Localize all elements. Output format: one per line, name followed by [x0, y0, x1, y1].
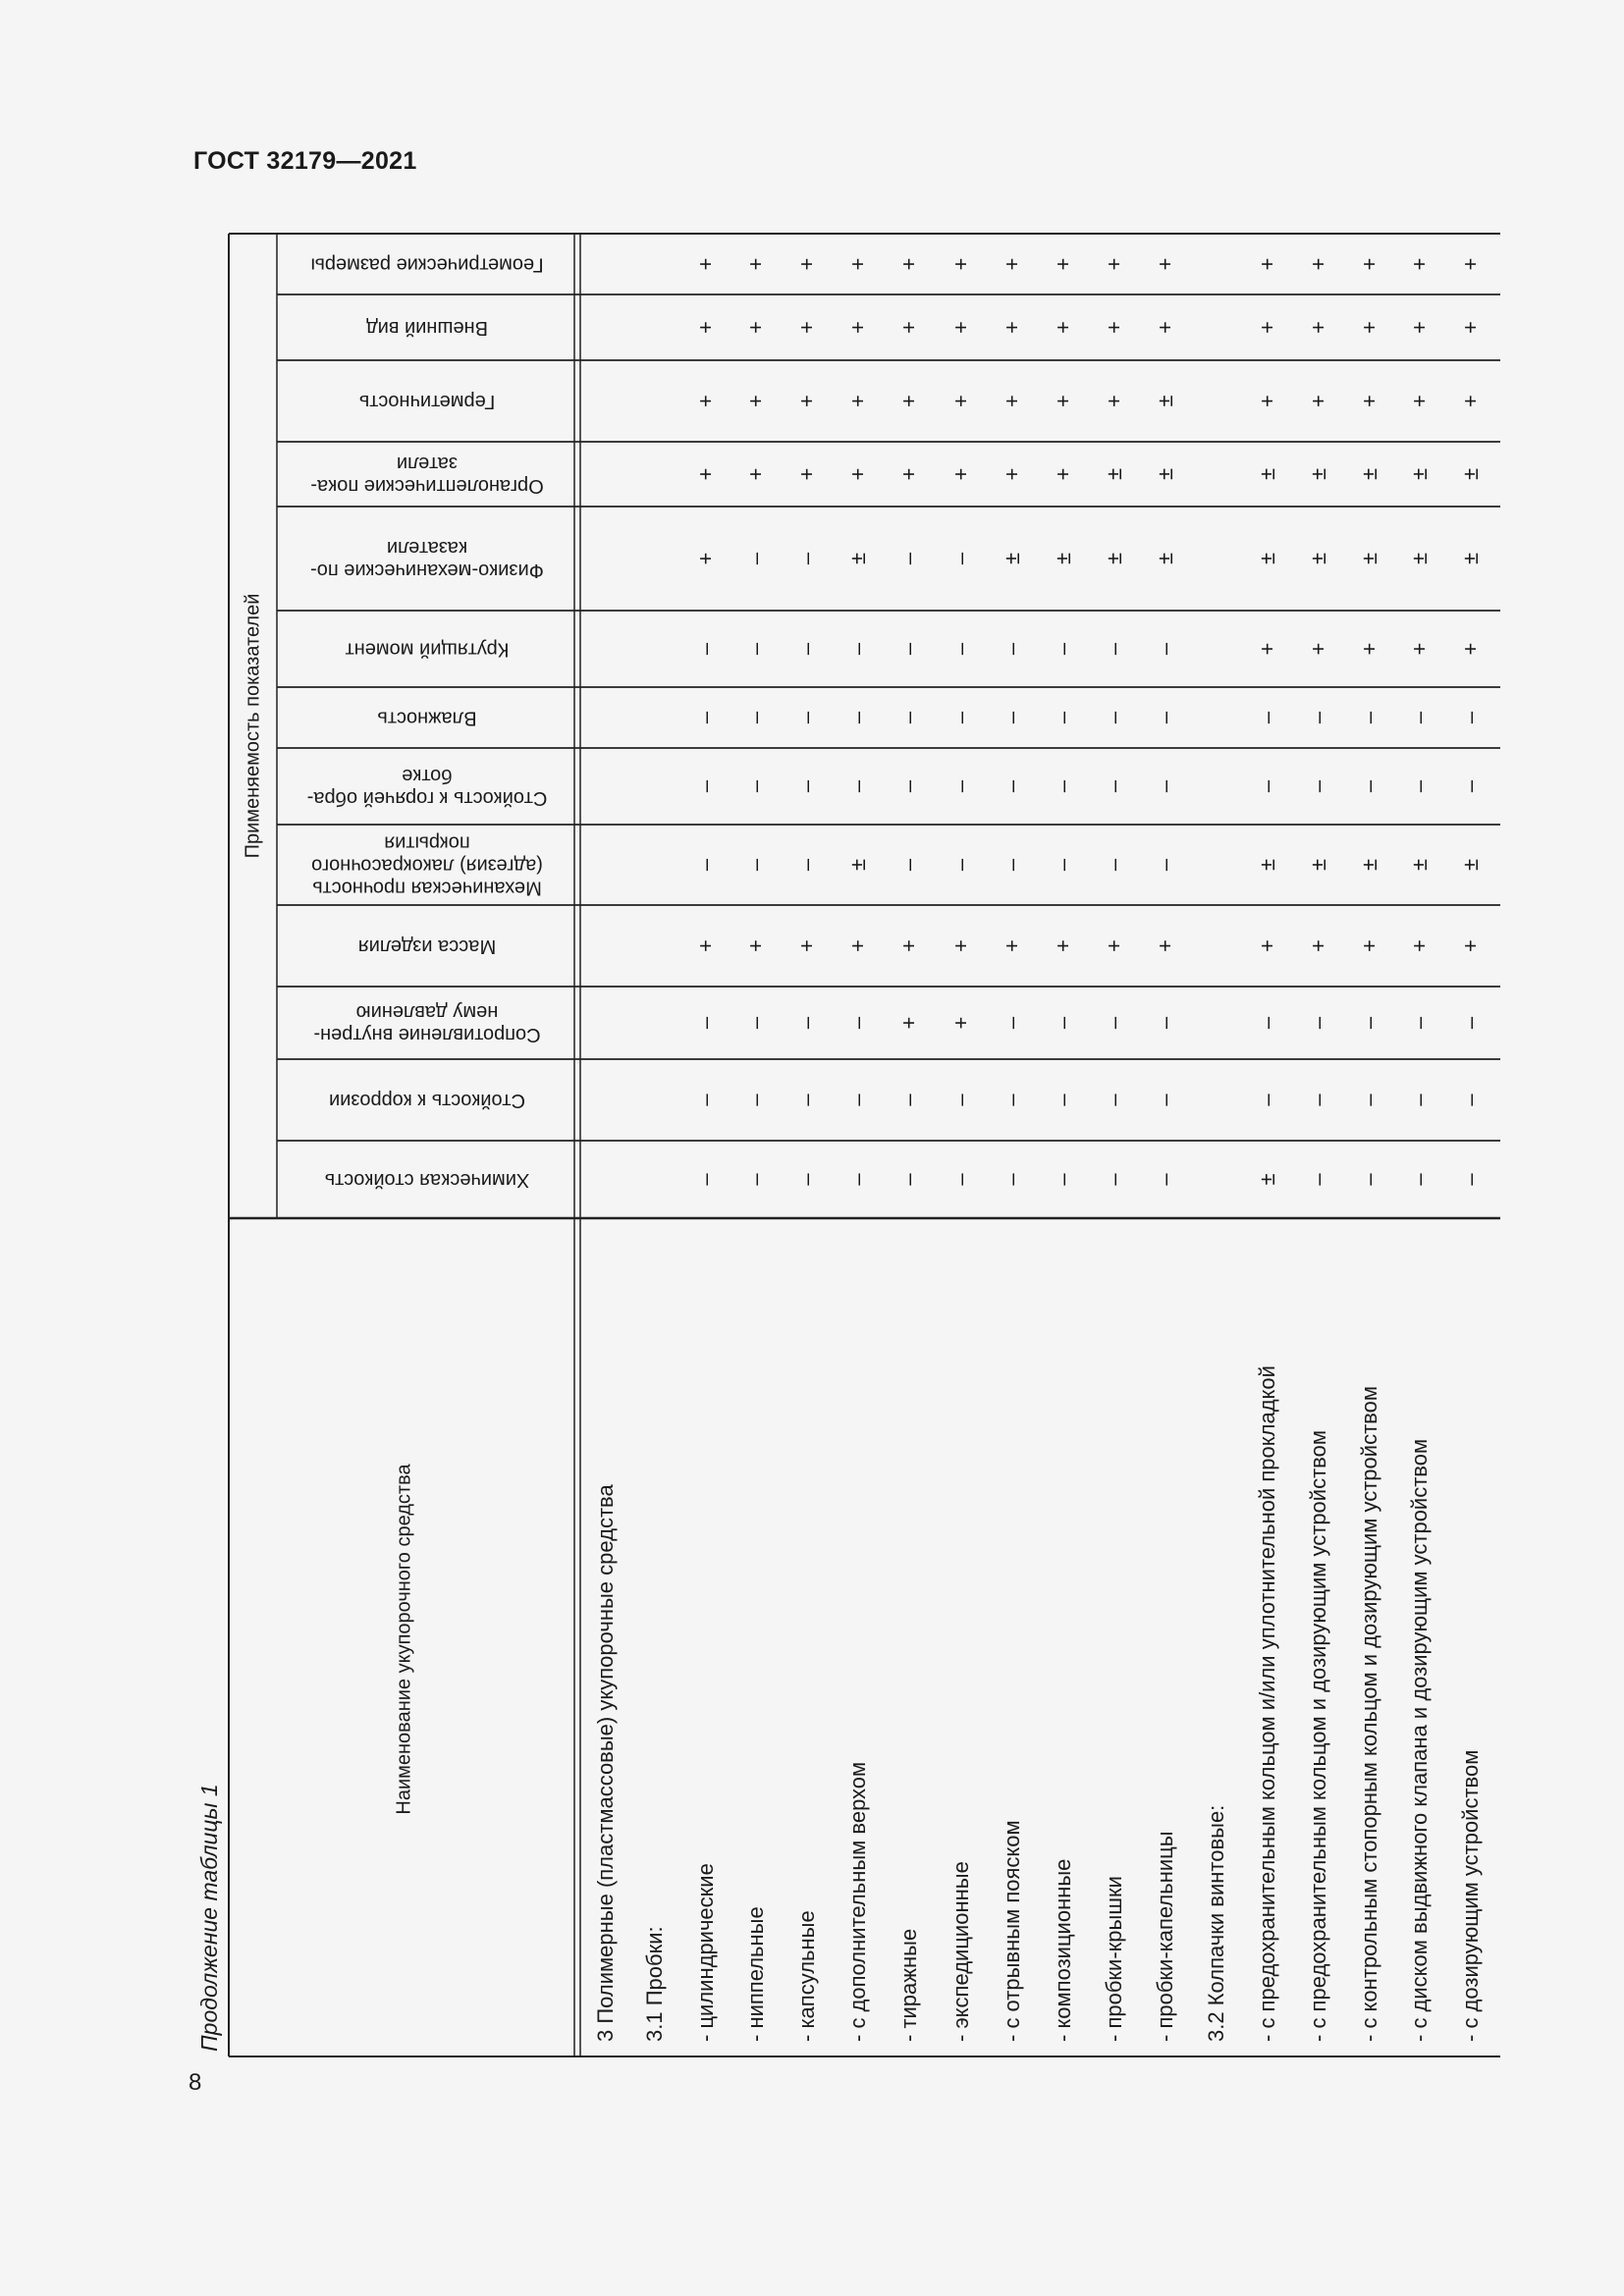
table-cell-mark: + [999, 395, 1024, 407]
table-cell-mark: + [1356, 395, 1381, 407]
table-cell-mark: + [1406, 321, 1432, 334]
table-cell-mark: – [1254, 711, 1279, 724]
row-label: - пробки-крышки [1101, 1876, 1126, 2042]
table-cell-mark: + [895, 321, 921, 334]
table-cell-mark: – [1050, 1173, 1075, 1186]
table-cell-mark: – [1101, 1016, 1126, 1030]
table-cell-mark: – [999, 1094, 1024, 1106]
table-cell-mark: – [1101, 779, 1126, 793]
table-cell-mark: – [793, 711, 819, 724]
indicator-header: Геометрические размеры [310, 253, 544, 276]
table-cell-mark: – [1152, 779, 1177, 793]
table-cell-mark: + [947, 321, 973, 334]
row-label: - экспедиционные [947, 1861, 973, 2042]
table-cell-mark: + [947, 939, 973, 952]
row-label: 3.1 Пробки: [641, 1926, 667, 2042]
table-cell-mark: + [895, 939, 921, 952]
row-label: - с диском выдвижного клапана и дозирующим устройством [1406, 1438, 1432, 2042]
row-label: - с предохранительным кольцом и/или уплотнительной прокладкой [1254, 1365, 1279, 2042]
table-cell-mark: – [793, 1094, 819, 1106]
table-cell-mark: – [1050, 858, 1075, 872]
table-cell-mark: – [1457, 1094, 1483, 1106]
table-cell-mark: – [895, 711, 921, 724]
table-cell-mark: + [1101, 321, 1126, 334]
table-cell-mark: – [692, 1016, 718, 1030]
table-cell-mark: + [742, 939, 768, 952]
table-cell-mark: ± [844, 552, 870, 565]
name-column-header: Наименование укупорочного средства [393, 1464, 415, 1815]
table-cell-mark: – [1457, 1173, 1483, 1186]
table-cell-mark: + [1457, 395, 1483, 407]
table-cell-mark: – [1101, 858, 1126, 872]
group-header: Применяемость показателей [242, 593, 264, 859]
table-cell-mark: + [1457, 257, 1483, 271]
row-label: - с отрывным пояском [999, 1820, 1024, 2042]
table-cell-mark: + [692, 467, 718, 481]
table-cell-mark: + [1305, 642, 1330, 656]
table-cell-mark: + [1101, 257, 1126, 271]
table-cell-mark: + [793, 321, 819, 334]
row-label: - цилиндрические [692, 1863, 718, 2042]
table-cell-mark: – [742, 858, 768, 872]
table-cell-mark: – [947, 552, 973, 565]
table-cell-mark: + [742, 257, 768, 271]
table-cell-mark: – [999, 1016, 1024, 1030]
table-cell-mark: + [1305, 321, 1330, 334]
table-cell-mark: – [1254, 1094, 1279, 1106]
table-cell-mark: – [692, 711, 718, 724]
table-cell-mark: – [844, 779, 870, 793]
table-cell-mark: + [1356, 642, 1381, 656]
table-cell-mark: ± [1152, 552, 1177, 565]
row-label: - тиражные [895, 1928, 921, 2042]
table-cell-mark: – [844, 1094, 870, 1106]
table-cell-mark: + [742, 321, 768, 334]
table-cell-mark: ± [1406, 467, 1432, 481]
document-header: ГОСТ 32179—2021 [193, 147, 417, 175]
table-cell-mark: + [1152, 257, 1177, 271]
indicator-header: Стойкость к горячей обра- [306, 787, 548, 810]
table-cell-mark: – [844, 1016, 870, 1030]
row-label: - ниппельные [742, 1906, 768, 2042]
table-cell-mark: ± [844, 858, 870, 872]
table-cell-mark: – [844, 711, 870, 724]
table-cell-mark: + [1356, 257, 1381, 271]
table-cell-mark: + [1457, 642, 1483, 656]
table-cell-mark: – [742, 1016, 768, 1030]
table-cell-mark: – [999, 711, 1024, 724]
table-cell-mark: + [844, 321, 870, 334]
table-cell-mark: + [1254, 939, 1279, 952]
table-cell-mark: + [793, 939, 819, 952]
table-cell-mark: ± [1457, 552, 1483, 565]
table-cell-mark: – [1406, 1016, 1432, 1030]
table-cell-mark: + [1050, 395, 1075, 407]
table-cell-mark: + [692, 552, 718, 565]
table-cell-mark: + [1305, 939, 1330, 952]
page-number: 8 [189, 2069, 202, 2096]
table-cell-mark: ± [1457, 467, 1483, 481]
table-cell-mark: – [793, 779, 819, 793]
table-cell-mark: – [793, 858, 819, 872]
table-cell-mark: – [1305, 1094, 1330, 1106]
table-cell-mark: – [1356, 1016, 1381, 1030]
table-cell-mark: – [1152, 858, 1177, 872]
row-label: - композиционные [1050, 1858, 1075, 2042]
table-cell-mark: – [947, 779, 973, 793]
table-cell-mark: – [844, 642, 870, 656]
table-cell-mark: + [1254, 321, 1279, 334]
table-cell-mark: – [692, 858, 718, 872]
table-cell-mark: – [895, 642, 921, 656]
table-cell-mark: – [1050, 779, 1075, 793]
table-cell-mark: – [1050, 1094, 1075, 1106]
table-cell-mark: + [1305, 257, 1330, 271]
table-cell-mark: + [1406, 642, 1432, 656]
table-cell-mark: + [999, 467, 1024, 481]
table-cell-mark: – [895, 1094, 921, 1106]
table-cell-mark: + [1356, 321, 1381, 334]
table-cell-mark: + [1356, 939, 1381, 952]
indicator-header: Герметичность [358, 391, 496, 413]
indicator-header: Крутящий момент [345, 638, 510, 661]
table-cell-mark: – [742, 1094, 768, 1106]
table-cell-mark: – [947, 1094, 973, 1106]
table-cell-mark: – [1406, 779, 1432, 793]
table-cell-mark: + [1101, 939, 1126, 952]
indicator-header: Влажность [377, 707, 477, 729]
table-cell-mark: – [1101, 1094, 1126, 1106]
indicator-header: Органолептические пока- [310, 475, 544, 498]
table-cell-mark: – [1050, 642, 1075, 656]
row-label: 3 Полимерные (пластмассовые) укупорочные средства [592, 1484, 618, 2042]
table-cell-mark: – [692, 1173, 718, 1186]
table-cell-mark: – [999, 858, 1024, 872]
table-cell-mark: + [895, 467, 921, 481]
row-label: - капсульные [793, 1910, 819, 2042]
table-cell-mark: ± [1356, 858, 1381, 872]
table-cell-mark: ± [1356, 552, 1381, 565]
row-label: - с предохранительным кольцом и дозирующим устройством [1305, 1430, 1330, 2042]
table-cell-mark: ± [1457, 858, 1483, 872]
indicator-header: Сопротивление внутрен- [313, 1024, 541, 1046]
table-cell-mark: ± [1254, 467, 1279, 481]
table-cell-mark: ± [1254, 1173, 1279, 1186]
table-cell-mark: + [895, 395, 921, 407]
table-cell-mark: + [793, 467, 819, 481]
indicator-header: казатели [386, 537, 468, 560]
table-cell-mark: – [692, 779, 718, 793]
indicator-header: Стойкость к коррозии [329, 1090, 525, 1112]
table-cell-mark: + [742, 395, 768, 407]
table-cell-mark: + [895, 1016, 921, 1030]
table-cell-mark: + [1152, 939, 1177, 952]
table-cell-mark: + [895, 257, 921, 271]
table-cell-mark: – [1152, 642, 1177, 656]
table-cell-mark: + [1050, 939, 1075, 952]
table-cell-mark: ± [1152, 395, 1177, 407]
table-cell-mark: – [742, 552, 768, 565]
table-cell-mark: – [895, 858, 921, 872]
table-cell-mark: – [895, 552, 921, 565]
table-cell-mark: – [1406, 1173, 1432, 1186]
table-cell-mark: + [1406, 395, 1432, 407]
table-cell-mark: + [999, 257, 1024, 271]
table-cell-mark: – [947, 711, 973, 724]
table-cell-mark: ± [1101, 552, 1126, 565]
table-cell-mark: – [1457, 711, 1483, 724]
table-cell-mark: – [1050, 1016, 1075, 1030]
table-cell-mark: – [692, 642, 718, 656]
table-cell-mark: – [1152, 1094, 1177, 1106]
table-cell-mark: – [1305, 779, 1330, 793]
table-cell-mark: – [1305, 1016, 1330, 1030]
table-cell-mark: – [692, 1094, 718, 1106]
table-cell-mark: – [793, 1173, 819, 1186]
table-cell-mark: – [947, 642, 973, 656]
table-cell-mark: – [1152, 711, 1177, 724]
indicator-header: покрытия [384, 831, 470, 854]
table-cell-mark: + [1305, 395, 1330, 407]
table-cell-mark: – [1254, 779, 1279, 793]
table-cell-mark: + [947, 395, 973, 407]
table-cell-mark: – [742, 642, 768, 656]
table-cell-mark: ± [1152, 467, 1177, 481]
table-cell-mark: – [1101, 711, 1126, 724]
indicator-header: затели [396, 453, 459, 475]
table-cell-mark: – [999, 642, 1024, 656]
table-cell-mark: + [1050, 467, 1075, 481]
table-cell-mark: – [1305, 1173, 1330, 1186]
table-cell-mark: + [692, 257, 718, 271]
indicator-header: Химическая стойкость [324, 1169, 530, 1192]
table-cell-mark: + [793, 395, 819, 407]
table-cell-mark: + [1152, 321, 1177, 334]
table-cell-mark: + [947, 467, 973, 481]
table-cell-mark: – [1254, 1016, 1279, 1030]
table-cell-mark: – [742, 711, 768, 724]
table-cell-mark: ± [1254, 552, 1279, 565]
table-caption: Продолжение таблицы 1 [196, 1784, 222, 2052]
table-cell-mark: + [947, 257, 973, 271]
table-cell-mark: – [793, 1016, 819, 1030]
table-cell-mark: + [844, 257, 870, 271]
table-cell-mark: + [1101, 395, 1126, 407]
table-cell-mark: – [1406, 1094, 1432, 1106]
table-cell-mark: – [999, 779, 1024, 793]
indicator-header: (адгезия) лакокрасочного [311, 854, 543, 877]
table-cell-mark: – [1457, 1016, 1483, 1030]
table-cell-mark: – [1457, 779, 1483, 793]
table-cell-mark: – [844, 1173, 870, 1186]
table-cell-mark: – [895, 1173, 921, 1186]
table-cell-mark: – [1356, 779, 1381, 793]
table-cell-mark: – [1406, 711, 1432, 724]
table-cell-mark: ± [1305, 552, 1330, 565]
table-cell-mark: + [844, 939, 870, 952]
table-cell-mark: ± [1406, 858, 1432, 872]
table-cell-mark: ± [1254, 858, 1279, 872]
indicator-header: Механическая прочность [312, 877, 542, 899]
table-cell-mark: + [844, 395, 870, 407]
indicator-header: Масса изделия [357, 935, 497, 958]
table-cell-mark: ± [1305, 467, 1330, 481]
table-cell-mark: – [793, 552, 819, 565]
table-cell-mark: – [947, 858, 973, 872]
table-cell-mark: – [1152, 1173, 1177, 1186]
table-cell-mark: – [793, 642, 819, 656]
table-cell-mark: – [1050, 711, 1075, 724]
table-cell-mark: ± [1356, 467, 1381, 481]
table-cell-mark: + [1050, 257, 1075, 271]
table-cell-mark: + [1406, 939, 1432, 952]
table-cell-mark: – [1356, 1094, 1381, 1106]
indicator-header: Физико-механические по- [310, 560, 544, 582]
indicator-header: ботке [402, 765, 453, 787]
table-cell-mark: + [1050, 321, 1075, 334]
table-cell-mark: + [1254, 257, 1279, 271]
table-cell-mark: – [1101, 642, 1126, 656]
table-cell-mark: + [1457, 321, 1483, 334]
table-cell-mark: – [1356, 1173, 1381, 1186]
row-label: - с контрольным стопорным кольцом и дозирующим устройством [1356, 1386, 1381, 2042]
table-cell-mark: ± [1406, 552, 1432, 565]
table-cell-mark: ± [1050, 552, 1075, 565]
table-cell-mark: – [947, 1173, 973, 1186]
table-cell-mark: + [793, 257, 819, 271]
table-cell-mark: – [1101, 1173, 1126, 1186]
indicator-header: нему давлению [355, 1001, 499, 1024]
table-cell-mark: + [947, 1016, 973, 1030]
table-cell-mark: + [1254, 395, 1279, 407]
table-cell-mark: – [1152, 1016, 1177, 1030]
indicator-header: Внешний вид [366, 317, 488, 340]
table-cell-mark: – [1356, 711, 1381, 724]
table-cell-mark: + [1406, 257, 1432, 271]
row-label: - с дополнительным верхом [844, 1761, 870, 2042]
table-cell-mark: + [692, 321, 718, 334]
table-cell-mark: + [742, 467, 768, 481]
row-label: 3.2 Колпачки винтовые: [1203, 1804, 1228, 2042]
table-cell-mark: – [895, 779, 921, 793]
table-cell-mark: + [1254, 642, 1279, 656]
table-cell-mark: + [844, 467, 870, 481]
table-cell-mark: – [742, 1173, 768, 1186]
table-cell-mark: – [742, 779, 768, 793]
table-cell-mark: + [692, 939, 718, 952]
table-cell-mark: + [999, 939, 1024, 952]
table-cell-mark: + [692, 395, 718, 407]
table-cell-mark: ± [1305, 858, 1330, 872]
table-cell-mark: + [999, 321, 1024, 334]
table-cell-mark: ± [1101, 467, 1126, 481]
row-label: - пробки-капельницы [1152, 1831, 1177, 2042]
table-cell-mark: – [999, 1173, 1024, 1186]
table-cell-mark: ± [999, 552, 1024, 565]
table-cell-mark: – [1305, 711, 1330, 724]
table-cell-mark: + [1457, 939, 1483, 952]
row-label: - с дозирующим устройством [1457, 1749, 1483, 2042]
